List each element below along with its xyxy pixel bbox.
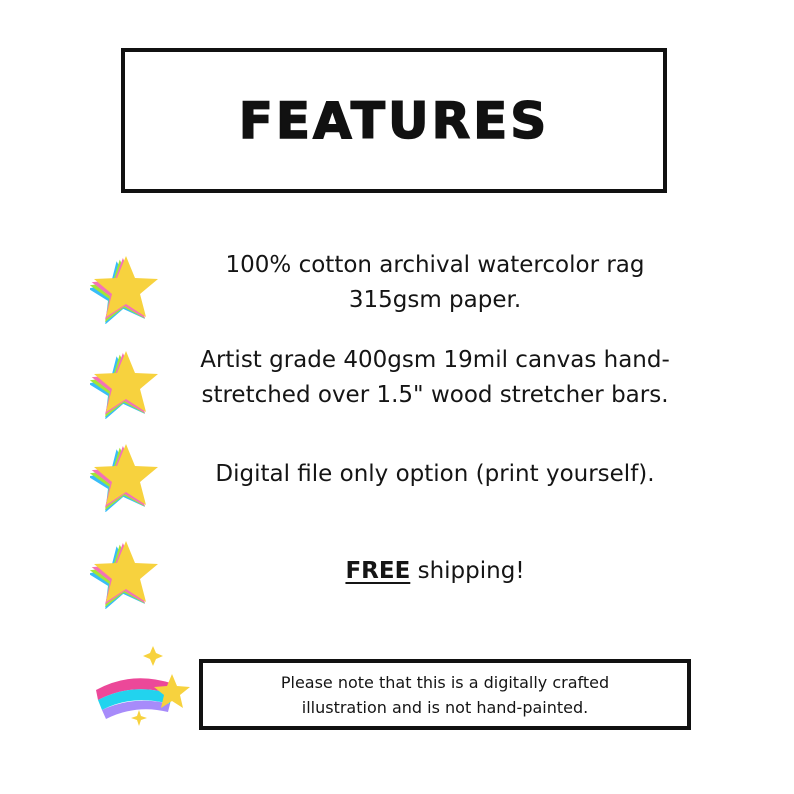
free-emphasis: FREE: [345, 558, 411, 584]
feature-text: [170, 457, 700, 492]
feature-text: [170, 248, 700, 318]
feature-line: Digital file only option (print yourself).: [215, 461, 655, 487]
feature-text: [170, 343, 700, 413]
feature-line: 315gsm paper.: [348, 287, 522, 313]
star-icon: [90, 347, 162, 419]
feature-line: 100% cotton archival watercolor rag: [225, 252, 645, 278]
feature-line: Artist grade 400gsm 19mil canvas hand-: [200, 347, 670, 373]
title-box: [121, 48, 667, 193]
note-line: Please note that this is a digitally crafted: [280, 672, 610, 692]
feature-line: [170, 554, 700, 589]
note-box: [199, 659, 691, 730]
shipping-text: shipping!: [410, 558, 525, 584]
feature-line: stretched over 1.5" wood stretcher bars.: [201, 382, 669, 408]
star-icon: [90, 252, 162, 324]
star-icon: [90, 537, 162, 609]
shooting-star-icon: [92, 640, 197, 732]
feature-text: [170, 554, 700, 589]
page-title: FEATURES: [238, 91, 550, 150]
star-icon: [90, 440, 162, 512]
note-line: illustration and is not hand-painted.: [301, 697, 589, 717]
